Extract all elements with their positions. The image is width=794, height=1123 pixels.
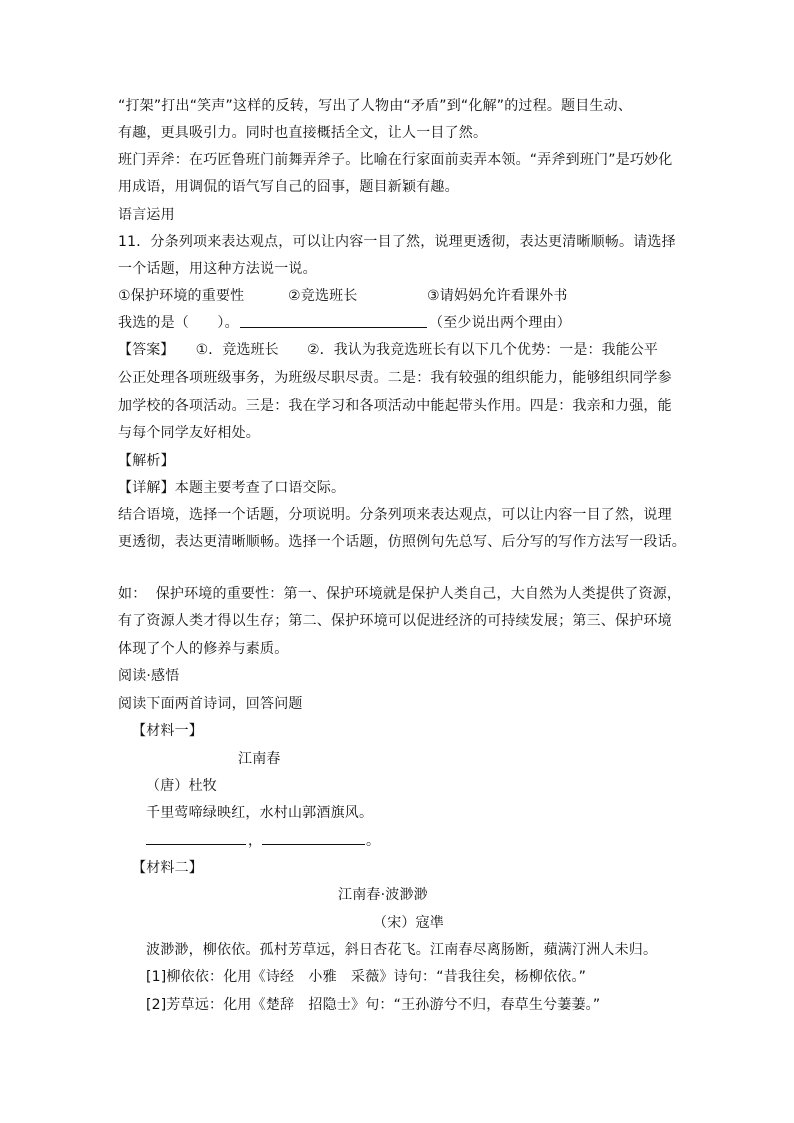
poem-2-title: 江南春·波渺渺 <box>338 887 428 903</box>
text-line: 班门弄斧：在巧匠鲁班门前舞弄斧子。比喻在行家面前卖弄本领。“弄斧到班门”是巧妙化 <box>118 152 673 168</box>
period: 。 <box>366 833 381 849</box>
material-1-label: 【材料一】 <box>132 723 203 739</box>
answer-line: 【答案】 ①．竞选班长 ②．我认为我竞选班长有以下几个优势：一是：我能公平 <box>118 342 658 358</box>
example-line: 如： 保护环境的重要性：第一、保护环境就是保护人类自己，大自然为人类提供了资源， <box>118 586 682 602</box>
option-3: ③请妈妈允许看课外书 <box>427 288 568 304</box>
text-line: 用成语，用调侃的语气写自己的囧事，题目新颖有趣。 <box>118 179 459 195</box>
poem-1-title: 江南春 <box>238 751 281 767</box>
text-line: “打架”打出“笑声”这样的反转，写出了人物由“矛盾”到“化解”的过程。题目生动、 <box>118 98 633 114</box>
example-line: 有了资源人类才得以生存；第二、保护环境可以促进经济的可持续发展；第三、保护环境 <box>118 613 672 629</box>
choice-prefix: 我选的是（ ）。 <box>118 315 239 331</box>
comma: ， <box>248 833 263 849</box>
option-1: ①保护环境的重要性 <box>118 288 245 304</box>
example-line: 体现了个人的修养与素质。 <box>118 641 289 657</box>
poem-2-verse: 波渺渺，柳依依。孤村芳草远，斜日杏花飞。江南春尽离肠断，蘋满汀洲人未归。 <box>146 942 658 958</box>
fill-blank-2 <box>262 844 365 845</box>
poem-2-author: （宋）寇凖 <box>373 915 444 931</box>
poem-1-author: （唐）杜牧 <box>146 778 217 794</box>
analysis-label: 【解析】 <box>118 453 175 469</box>
instruction: 阅读下面两首诗词，回答问题 <box>118 696 303 712</box>
text-line: 有趣，更具吸引力。同时也直接概括全文，让人一目了然。 <box>118 125 488 141</box>
detail-line: 【详解】本题主要考查了口语交际。 <box>118 480 346 496</box>
answer-line: 与每个同学友好相处。 <box>118 425 260 441</box>
option-2: ②竞选班长 <box>288 288 358 304</box>
question-text: 11．分条列项来表达观点，可以让内容一目了然，说理更透彻，表达更清晰顺畅。请选择 <box>118 234 676 250</box>
poem-1-verse: 千里莺啼绿映红，水村山郭酒旗风。 <box>146 805 374 821</box>
answer-line: 加学校的各项活动。三是：我在学习和各项活动中能起带头作用。四是：我亲和力强，能 <box>118 398 672 414</box>
analysis-line: 更透彻，表达更清晰顺畅。选择一个话题，仿照例句先总写、后分写的写作方法写一段话。 <box>118 534 686 550</box>
question-text: 一个话题，用这种方法说一说。 <box>118 261 317 277</box>
section-heading: 阅读·感悟 <box>118 668 180 684</box>
footnote-2: [2]芳草远：化用《楚辞 招隐士》句：“王孙游兮不归，春草生兮萋萋。” <box>146 997 601 1013</box>
choice-suffix: （至少说出两个理由） <box>429 315 571 331</box>
material-2-label: 【材料二】 <box>132 860 203 876</box>
fill-blank-1 <box>146 844 246 845</box>
section-heading: 语言运用 <box>118 207 175 223</box>
answer-line: 公正处理各项班级事务，为班级尽职尽责。二是：我有较强的组织能力，能够组织同学参 <box>118 370 672 386</box>
footnote-1: [1]柳依依：化用《诗经 小雅 采薇》诗句：“昔我往矣，杨柳依依。” <box>146 969 587 985</box>
answer-blank <box>240 327 427 328</box>
analysis-line: 结合语境，选择一个话题，分项说明。分条列项来表达观点，可以让内容一目了然，说理 <box>118 507 672 523</box>
